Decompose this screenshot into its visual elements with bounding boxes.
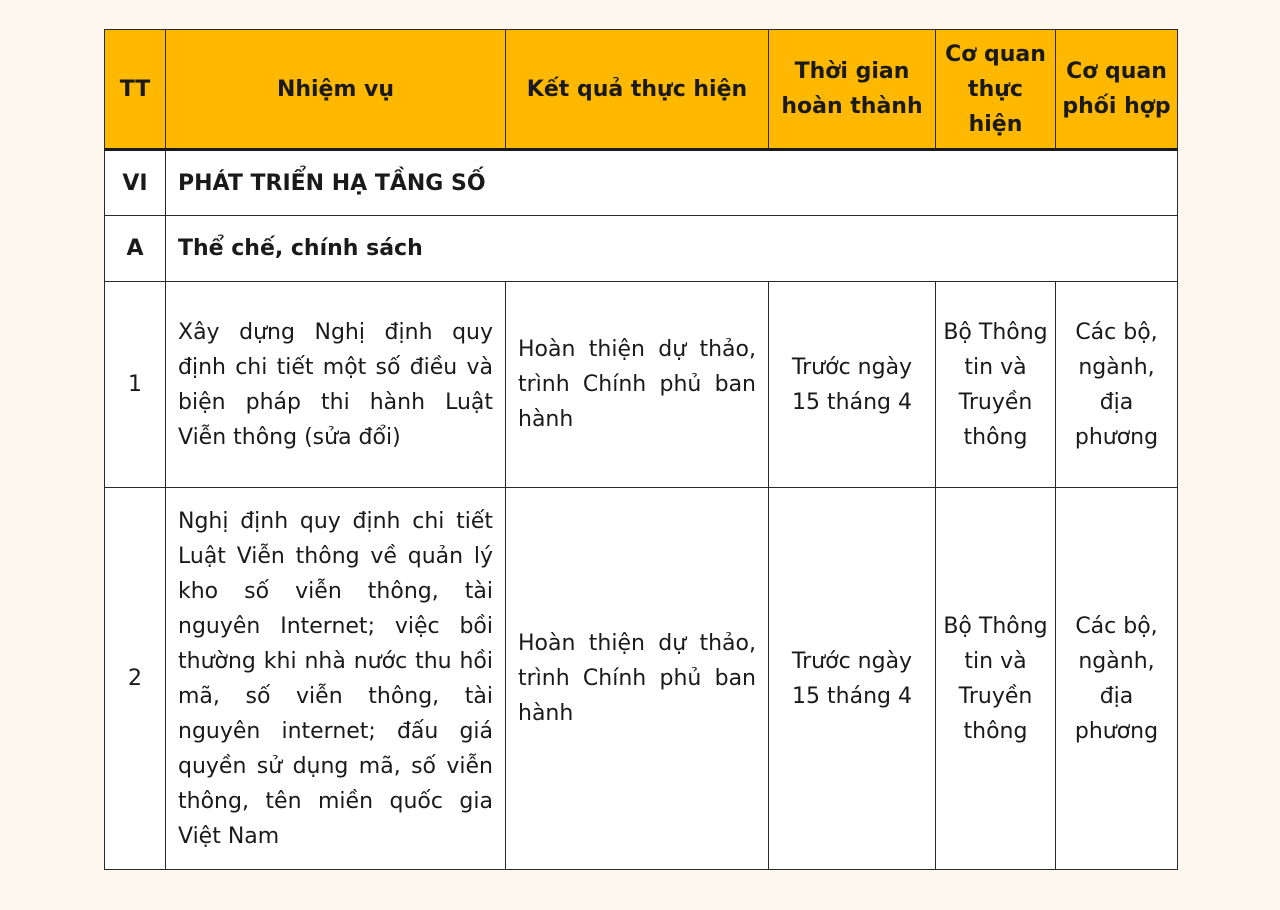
section-code: VI xyxy=(105,150,166,216)
header-tt: TT xyxy=(105,30,166,150)
table-body xyxy=(105,150,1178,870)
header-co-quan-phoi-hop: Cơ quan phối hợp xyxy=(1056,30,1178,150)
subsection-row xyxy=(105,216,1178,282)
section-title: PHÁT TRIỂN HẠ TẦNG SỐ xyxy=(166,150,1178,216)
row-co-quan-phoi-hop: Các bộ, ngành, địa phương xyxy=(1056,282,1178,488)
table-row xyxy=(105,282,1178,488)
subsection-title: Thể chế, chính sách xyxy=(166,216,1178,282)
row-nhiem-vu: Xây dựng Nghị định quy định chi tiết một số điều và biện pháp thi hành Luật Viễn thông (sửa đổi) xyxy=(166,282,506,488)
header-co-quan-thuc-hien: Cơ quan thực hiện xyxy=(936,30,1056,150)
row-ket-qua: Hoàn thiện dự thảo, trình Chính phủ ban hành xyxy=(506,282,769,488)
row-nhiem-vu: Nghị định quy định chi tiết Luật Viễn thông về quản lý kho số viễn thông, tài nguyên Internet; việc bồi thường khi nhà nước thu hồi mã, số viễn thông, tài nguyên internet; đấu giá quyền sử dụng mã, số viễn thông, tên miền quốc gia Việt Nam xyxy=(166,488,506,870)
section-row xyxy=(105,150,1178,216)
row-co-quan-thuc-hien: Bộ Thông tin và Truyền thông xyxy=(936,282,1056,488)
row-co-quan-thuc-hien: Bộ Thông tin và Truyền thông xyxy=(936,488,1056,870)
header-thoi-gian: Thời gian hoàn thành xyxy=(769,30,936,150)
row-co-quan-phoi-hop: Các bộ, ngành, địa phương xyxy=(1056,488,1178,870)
row-thoi-gian: Trước ngày 15 tháng 4 xyxy=(769,282,936,488)
table-header xyxy=(105,30,1178,150)
header-ket-qua: Kết quả thực hiện xyxy=(506,30,769,150)
row-thoi-gian: Trước ngày 15 tháng 4 xyxy=(769,488,936,870)
task-table xyxy=(104,29,1178,870)
row-tt: 1 xyxy=(105,282,166,488)
subsection-code: A xyxy=(105,216,166,282)
table-row xyxy=(105,488,1178,870)
task-table-container xyxy=(104,29,1177,870)
header-row xyxy=(105,30,1178,150)
row-tt: 2 xyxy=(105,488,166,870)
row-ket-qua: Hoàn thiện dự thảo, trình Chính phủ ban hành xyxy=(506,488,769,870)
header-nhiem-vu: Nhiệm vụ xyxy=(166,30,506,150)
